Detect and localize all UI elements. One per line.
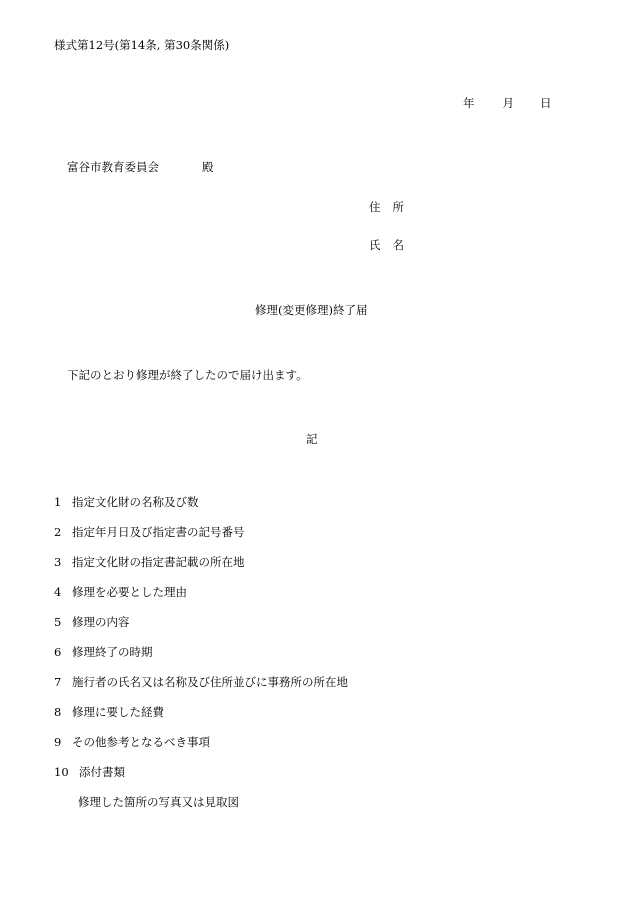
attachment-note: 修理した箇所の写真又は見取図 xyxy=(78,795,239,809)
recipient xyxy=(67,160,214,174)
item-number: 10 xyxy=(54,765,69,779)
date-month-label: 月 xyxy=(502,96,514,110)
item-number: 3 xyxy=(54,555,62,569)
list-item xyxy=(54,615,130,629)
item-text: 指定文化財の指定書記載の所在地 xyxy=(72,555,245,569)
list-item xyxy=(54,495,199,509)
item-number: 7 xyxy=(54,675,62,689)
list-item xyxy=(54,705,164,719)
item-text: 施行者の氏名又は名称及び住所並びに事務所の所在地 xyxy=(72,675,348,689)
item-text: その他参考となるべき事項 xyxy=(72,735,210,749)
name-label-char-2: 名 xyxy=(392,238,404,252)
item-text: 修理を必要とした理由 xyxy=(72,585,187,599)
recipient-name: 富谷市教育委員会 xyxy=(67,160,159,174)
list-item xyxy=(54,525,245,539)
item-number: 1 xyxy=(54,495,62,509)
address-label xyxy=(369,200,404,214)
item-number: 6 xyxy=(54,645,62,659)
item-text: 修理終了の時期 xyxy=(72,645,153,659)
item-text: 指定文化財の名称及び数 xyxy=(72,495,199,509)
item-text: 修理に要した経費 xyxy=(72,705,164,719)
name-label xyxy=(369,238,404,252)
item-text: 指定年月日及び指定書の記号番号 xyxy=(72,525,245,539)
list-item xyxy=(54,675,348,689)
list-item xyxy=(54,585,187,599)
date-day-label: 日 xyxy=(540,96,552,110)
list-item xyxy=(54,555,245,569)
name-label-char-1: 氏 xyxy=(369,238,381,252)
item-text: 修理の内容 xyxy=(72,615,130,629)
ki-label: 記 xyxy=(306,432,318,446)
item-number: 2 xyxy=(54,525,62,539)
item-text: 添付書類 xyxy=(79,765,125,779)
address-label-char-2: 所 xyxy=(392,200,404,214)
document-title: 修理(変更修理)終了届 xyxy=(255,303,368,317)
item-number: 5 xyxy=(54,615,62,629)
list-item xyxy=(54,765,125,779)
list-item xyxy=(54,735,210,749)
body-text: 下記のとおり修理が終了したので届け出ます。 xyxy=(67,368,308,382)
recipient-honorific: 殿 xyxy=(202,160,214,174)
list-item xyxy=(54,645,153,659)
item-number: 4 xyxy=(54,585,62,599)
address-label-char-1: 住 xyxy=(369,200,381,214)
date-year-label: 年 xyxy=(463,96,475,110)
form-number: 様式第12号(第14条, 第30条関係) xyxy=(54,38,230,52)
date-line xyxy=(463,96,552,110)
item-number: 8 xyxy=(54,705,62,719)
item-number: 9 xyxy=(54,735,62,749)
